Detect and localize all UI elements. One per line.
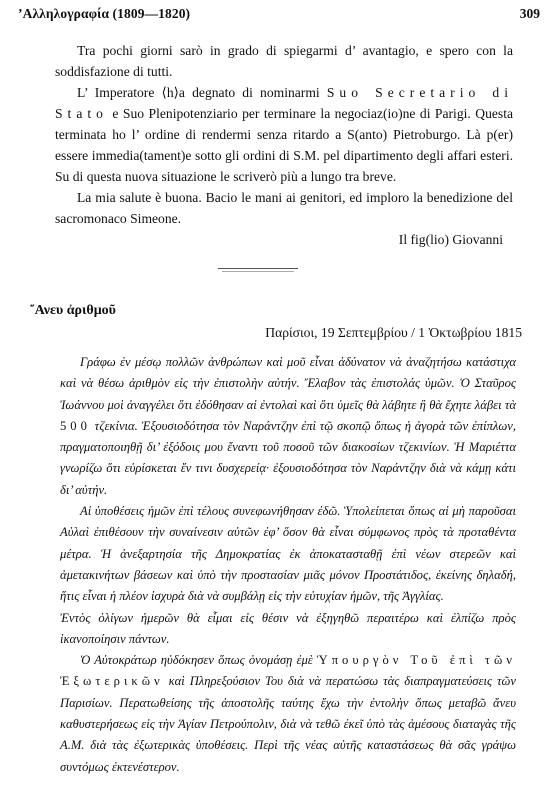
italian-paragraph-1: [55, 40, 513, 82]
italian-p2-text-a: L’ Imperatore ⟨h⟩a degnato di nominarmi: [77, 85, 320, 100]
italian-p1-text: Tra pochi giorni sarò in grado di spiegarmi d’ avantagio, e spero con la soddisfazione di tutti.: [55, 43, 513, 79]
page-header: [18, 6, 540, 26]
greek-p3-text: Ἐντὸς ὀλίγων ἡμερῶν θὰ εἶμαι εἰς θέσιν νὰ ἐξηγηθῶ περαιτέρω καὶ ἐλπίζω πρὸς ἱκανοποίησιν πάντων.: [60, 610, 516, 646]
italian-p2-spaced-title: Suo Secretario di Stato: [55, 85, 514, 121]
greek-p1-text-b: τζεκίνια. Ἐξουσιοδότησα τὸν Ναράντζην ἐπὶ τῷ σκοπῷ ὅπως ἡ ἀγορὰ τῶν ἐπίπλων, πραγματοποιηθῇ δι’ ἐξόδοις μου ἔναντι τοῦ ποσοῦ τῶν διακοσίων τζεκινίων. Ἡ Μαριέττα γνωρίζω ὅτι εὑρίσκεται ἔν τινι δυσχερείᾳ· ἐξουσιοδότησα τὸν Ναράντζην διὰ νὰ κάμῃ κάτι δι’ αὐτήν.: [60, 418, 516, 497]
greek-paragraph-1: [60, 352, 516, 501]
section-divider-shadow: [222, 271, 294, 272]
italian-signature: Il fig(lio) Giovanni: [398, 232, 503, 247]
greek-p4-spaced-title: Ὑπουργὸν Τοῦ ἐπὶ τῶν Ἐξωτερικῶν: [60, 653, 516, 689]
greek-p4-text-b: καὶ Πληρεξούσιον Του διὰ νὰ περατώσω τὰς διαπραγματεύσεις τῶν Παρισίων. Περατωθείσης τῆς ἀποστολῆς ταύτης ἔχω τὴν ἐντολὴν ὅπως μεταβῶ ἄνευ καθυστερήσεως εἰς τὴν Ἁγίαν Πετρούπολιν, διὰ νὰ τεθῶ ἐκεῖ ὑπὸ τὰς ἀμέσους διαταγὰς τῆς Α.Μ. διὰ τὰς ἐξωτερικὰς ὑποθέσεις. Περὶ τῆς νέας αὐτῆς καταστάσεως θὰ σᾶς γράψω συντόμως ἐκτενέστερον.: [60, 674, 516, 774]
running-head: ’Αλληλογραφία (1809—1820): [18, 6, 191, 21]
letter-dateline: Παρίσιοι, 19 Σεπτεμβρίου / 1 Ὀκτωβρίου 1815: [265, 325, 522, 340]
greek-paragraph-3: [60, 608, 516, 651]
greek-p1-text-a: Γράφω ἐν μέσῳ πολλῶν ἀνθρώπων καὶ μοῦ εἶναι ἀδύνατον νὰ ἀναζητήσω κατάστιχα καὶ νὰ θέσω ἀριθμὸν εἰς τὴν ἐπιστολὴν αὐτήν. Ἔλαβον τὰς ἐπιστολάς ὑμῶν. Ὁ Σταῦρος Ἰωάννου μοὶ ἀναγγέλει ὅτι ἐδόθησαν αἱ ἐντολαὶ καὶ ὅτι ὑμεῖς θὰ λάβητε ἢ θὰ ἔχητε λάβει τὰ: [60, 355, 516, 412]
letter-title: ῎Ανευ ἀριθμοῦ: [30, 303, 116, 318]
italian-letter: [55, 40, 513, 250]
italian-p2-text-b: e Suo Plenipotenziario per terminare la negociaz(io)ne di Parigi. Questa terminata ho l’ ordine di rendermi senza ritardo a S(anto) Pietroburgo. Là p(er) essere immedia(tament)e sotto gli ordini di S.M. pel dipartimento degli affari esteri. Su di questa nuova situazione le scriverò più a lungo tra breve.: [55, 106, 514, 184]
italian-paragraph-2: [55, 82, 513, 187]
greek-p4-text-a: Ὁ Αὐτοκράτωρ ηὐδόκησεν ὅπως ὀνομάσῃ ἐμὲ: [80, 653, 313, 668]
greek-p2-text: Αἱ ὑποθέσεις ἡμῶν ἐπὶ τέλους συνεφωνήθησαν ἐδῶ. Ὑπολείπεται ὅπως αἱ μὴ παροῦσαι Αὐλαὶ ἐπιθέσουν τὴν συναίνεσιν αὐτῶν ἐφ’ ὅσον θὰ εἶναι σύμφωνος πρὸς τὰ προταθέντα μέτρα. Ἡ ἀνεξαρτησία τῆς Δημοκρατίας ἐκ ἀποκατασταθῇ ἐπὶ νέων στερεῶν καὶ ἀμετακινήτων βάσεων καὶ ὑπὸ τὴν προστασίαν μιᾶς μόνον Προστάτιδος, ἐκείνης δηλαδή, ἥτις εἶναι ἡ πλέον ἰσχυρὰ διὰ νὰ συμβάλῃ εἰς τὴν εὐτυχίαν ἡμῶν, τῆς Ἀγγλίας.: [60, 504, 516, 604]
page-number: 309: [519, 6, 540, 21]
italian-p3-text: La mia salute è buona. Bacio le mani ai genitori, ed imploro la benedizione del sacromonaco Simeone.: [55, 190, 513, 226]
greek-p1-amount: 500: [60, 418, 91, 433]
greek-letter: [60, 352, 516, 778]
italian-paragraph-3: [55, 187, 513, 229]
section-divider: [218, 268, 298, 269]
greek-paragraph-4: [60, 650, 516, 778]
greek-paragraph-2: [60, 501, 516, 607]
